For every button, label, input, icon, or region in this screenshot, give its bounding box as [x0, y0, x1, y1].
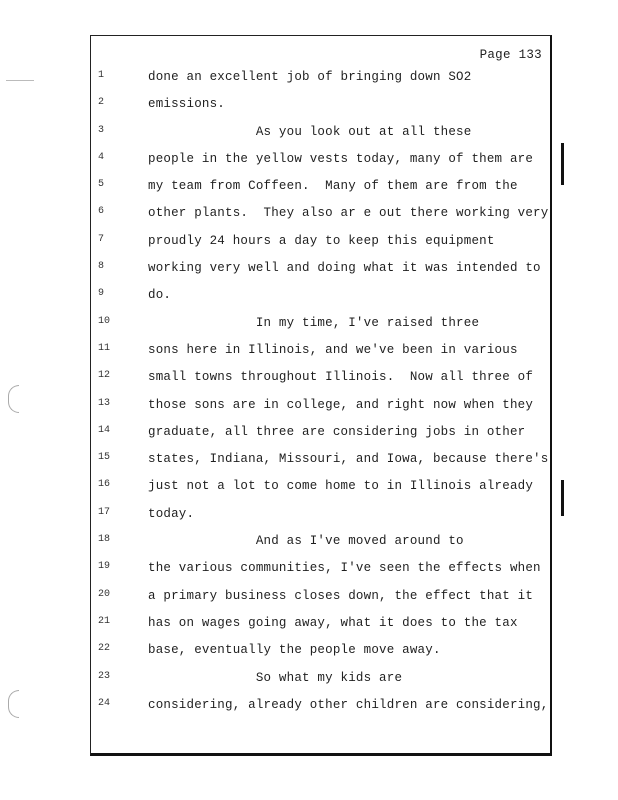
- line-number: 20: [98, 589, 111, 600]
- transcript-line: emissions.: [148, 97, 226, 111]
- transcript-line: a primary business closes down, the effect that it: [148, 589, 534, 603]
- transcript-line: base, eventually the people move away.: [148, 643, 441, 657]
- line-number: 9: [98, 288, 105, 299]
- transcript-line: proudly 24 hours a day to keep this equipment: [148, 234, 495, 248]
- line-number: 8: [98, 261, 105, 272]
- transcript-line: graduate, all three are considering jobs in other: [148, 425, 526, 439]
- line-number: 12: [98, 370, 111, 381]
- line-number: 24: [98, 698, 111, 709]
- line-number: 3: [98, 125, 105, 136]
- line-number: 22: [98, 643, 111, 654]
- transcript-line: my team from Coffeen. Many of them are from the: [148, 179, 518, 193]
- transcript-line: In my time, I've raised three: [148, 316, 480, 330]
- line-number: 21: [98, 616, 111, 627]
- transcript-line: people in the yellow vests today, many of them are: [148, 152, 534, 166]
- transcript-line: states, Indiana, Missouri, and Iowa, because there's: [148, 452, 549, 466]
- margin-mark: [561, 143, 564, 185]
- transcript-line: So what my kids are: [148, 671, 403, 685]
- transcript-line: has on wages going away, what it does to the tax: [148, 616, 518, 630]
- line-number: 11: [98, 343, 111, 354]
- line-number: 10: [98, 316, 111, 327]
- line-number: 16: [98, 479, 111, 490]
- transcript-line: done an excellent job of bringing down SO2: [148, 70, 472, 84]
- page-number: Page 133: [479, 48, 542, 62]
- line-number: 17: [98, 507, 111, 518]
- line-number: 19: [98, 561, 111, 572]
- line-number: 1: [98, 70, 105, 81]
- transcript-line: other plants. They also ar e out there working very: [148, 206, 549, 220]
- transcript-line: those sons are in college, and right now when they: [148, 398, 534, 412]
- punch-hole-mark: [8, 690, 19, 718]
- line-number: 6: [98, 206, 105, 217]
- line-number: 14: [98, 425, 111, 436]
- transcript-line: today.: [148, 507, 195, 521]
- transcript-line: sons here in Illinois, and we've been in various: [148, 343, 518, 357]
- line-number: 13: [98, 398, 111, 409]
- line-number: 4: [98, 152, 105, 163]
- line-number: 18: [98, 534, 111, 545]
- transcript-line: just not a lot to come home to in Illinois already: [148, 479, 534, 493]
- line-number: 5: [98, 179, 105, 190]
- line-number: 15: [98, 452, 111, 463]
- transcript-line: working very well and doing what it was intended to: [148, 261, 541, 275]
- margin-mark: [561, 480, 564, 516]
- line-number: 2: [98, 97, 105, 108]
- transcript-line: considering, already other children are considering,: [148, 698, 549, 712]
- transcript-line: small towns throughout Illinois. Now all three of: [148, 370, 534, 384]
- transcript-line: As you look out at all these: [148, 125, 472, 139]
- line-number: 7: [98, 234, 105, 245]
- scan-artifact: [6, 80, 34, 81]
- line-number: 23: [98, 671, 111, 682]
- punch-hole-mark: [8, 385, 19, 413]
- transcript-line: the various communities, I've seen the effects when: [148, 561, 541, 575]
- transcript-line: do.: [148, 288, 172, 302]
- transcript-line: And as I've moved around to: [148, 534, 464, 548]
